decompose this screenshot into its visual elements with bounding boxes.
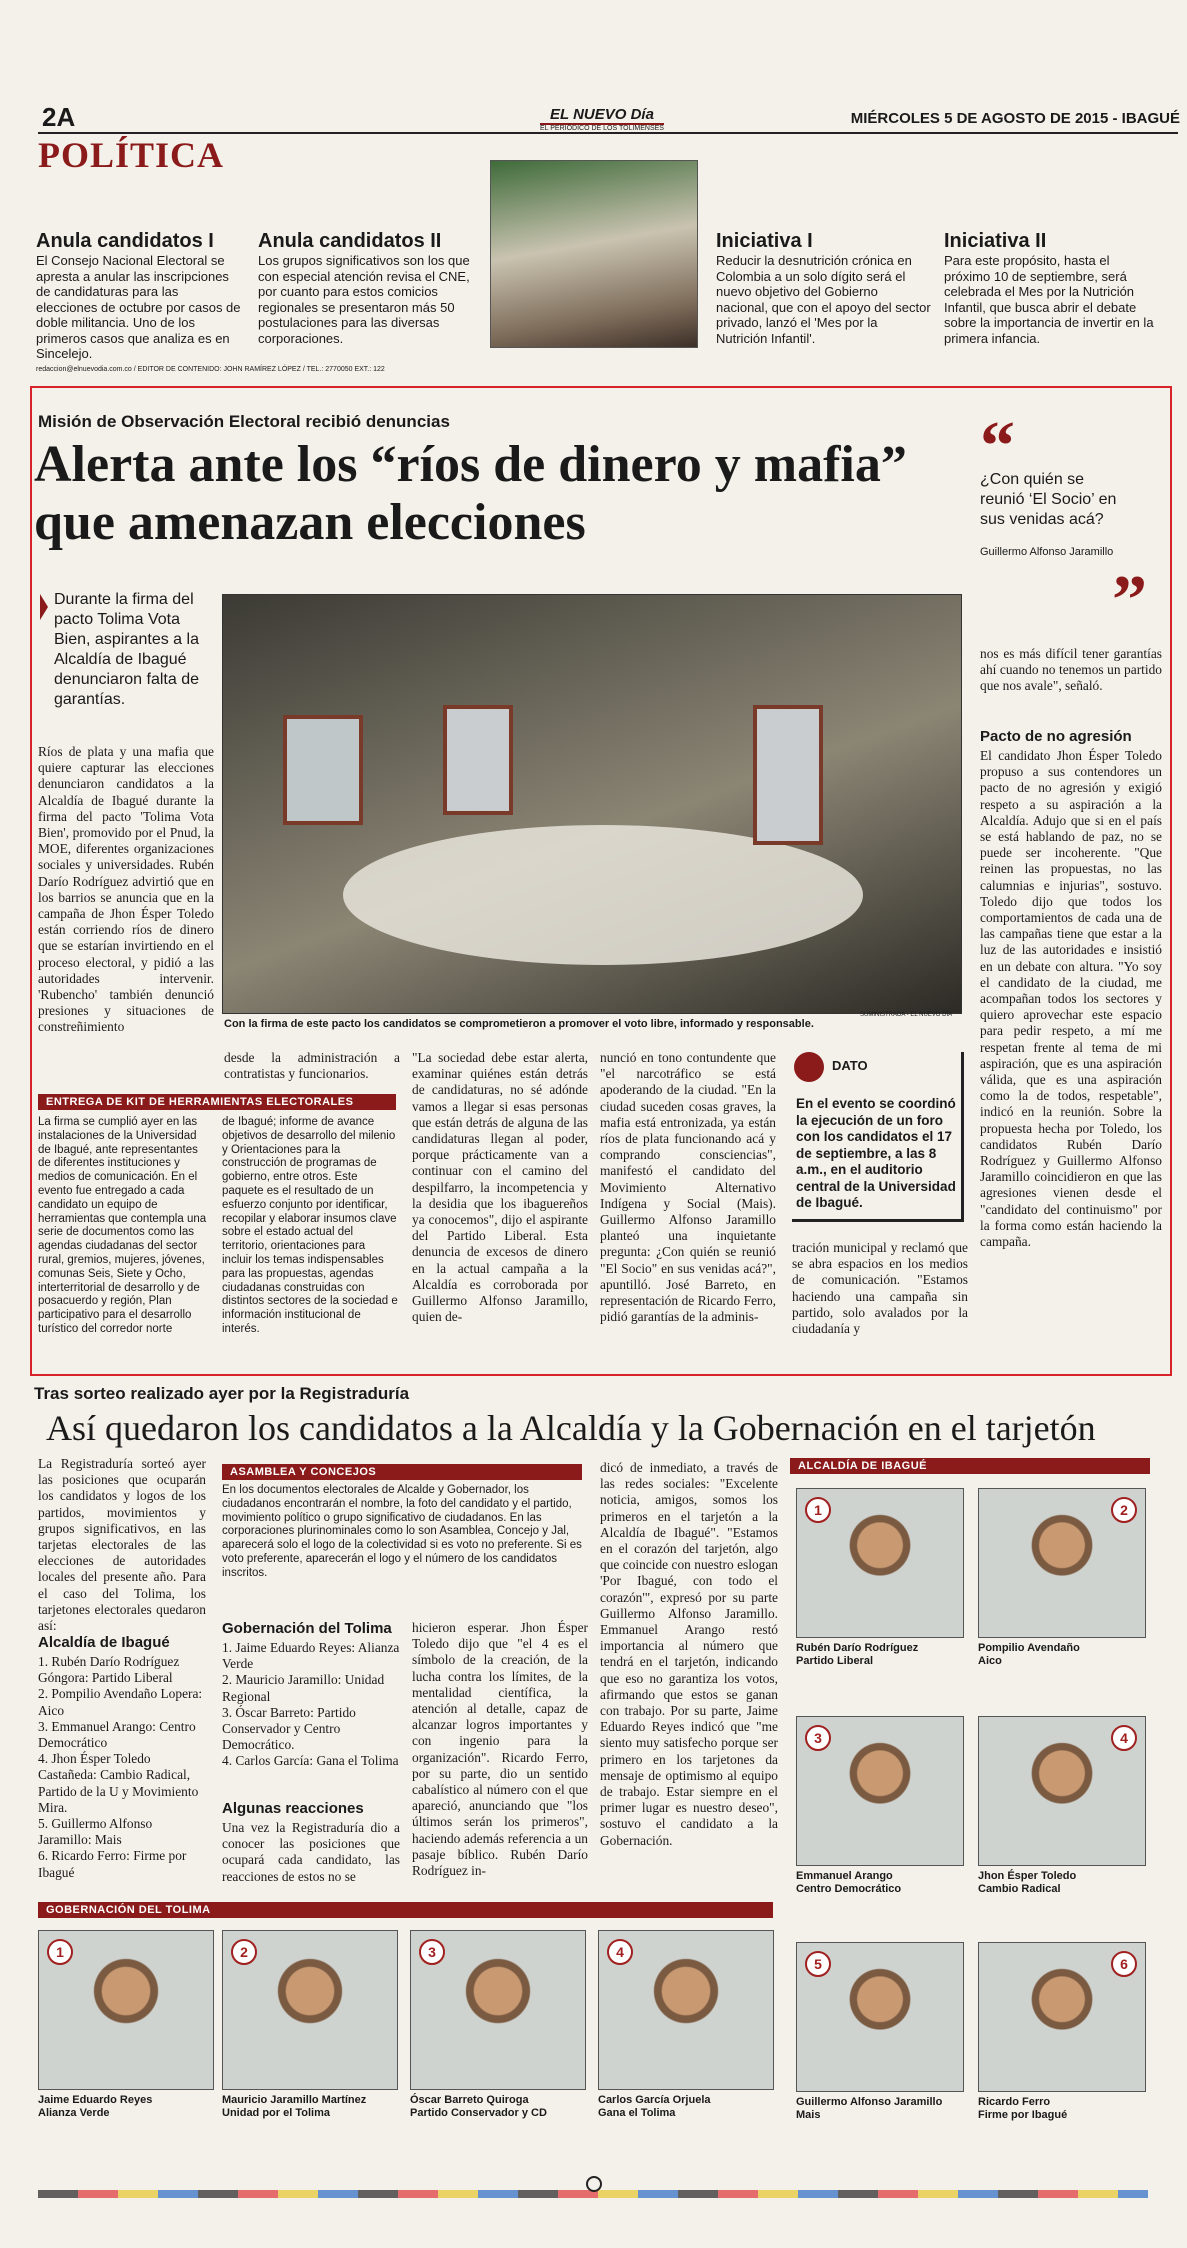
- alcaldia-photo-card: [796, 1942, 964, 2130]
- candidate-photo: [978, 1942, 1146, 2092]
- page-date: MIÉRCOLES 5 DE AGOSTO DE 2015 - IBAGUÉ: [850, 110, 1180, 127]
- candidate-photo: [796, 1942, 964, 2092]
- candidate-name: Mauricio Jaramillo Martínez: [222, 2094, 367, 2106]
- brief-title: Anula candidatos II: [258, 230, 442, 252]
- position-number: 4: [607, 1939, 633, 1965]
- brief-text: Para este propósito, hasta el próximo 10 de septiembre, será celebrada el Mes por la Nutrición Infantil, que busca abrir el debate sobre la importancia de invertir en la primera infancia.: [944, 253, 1154, 346]
- story2-kicker: Tras sorteo realizado ayer por la Registraduría: [34, 1384, 410, 1403]
- kit-box-col2: de Ibagué; informe de avance objetivos de desarrollo del milenio y Orientaciones para la construcción de programas de gobierno, entre otros. Este paquete es el resultado de un esfuerzo conjunto por identificar, recopilar y elaborar insumos clave sobre el estado actual del territorio, orientaciones para incluir los temas indispensables para las propuestas, agendas ciudadanas construidas con distintos sectores de la sociedad e información institucional de interés.: [222, 1116, 398, 1335]
- candidate-name: Guillermo Alfonso Jaramillo: [796, 2096, 943, 2108]
- pull-quote-author: Guillermo Alfonso Jaramillo: [980, 546, 1114, 558]
- masthead: [30, 96, 1180, 132]
- reacciones-text: Una vez la Registraduría dio a conocer las posiciones que ocupará cada candidato, las reacciones de estos no se: [222, 1820, 400, 1884]
- dato-icon: [794, 1052, 824, 1082]
- list-item: 3. Emmanuel Arango: Centro Democrático: [38, 1718, 196, 1751]
- brief-2: [258, 230, 473, 346]
- candidate-party: Cambio Radical: [978, 1883, 1061, 1895]
- story1-col3: "La sociedad debe estar alerta, examinar quiénes están detrás de candidaturas, no sé adónde vamos a llegar si esas personas que están detrás de alguna de las candidaturas llegan al poder, porque prácticamente van a continuar con el camino del despilfarro, la incompetencia y la desidia que los ibaguereños ya conocemos", dijo el aspirante del Partido Liberal. Esta denuncia de excesos de dinero en la actual campaña a la Alcaldía es corroborada por Guillermo Alfonso Jaramillo, quien de-: [412, 1050, 588, 1325]
- asamblea-text: En los documentos electorales de Alcalde y Gobernador, los ciudadanos encontrarán el nombre, la foto del candidato y el partido, movimiento político o grupo significativo de ciudadanos. En las corporaciones plurinominales como lo son Asamblea, Concejo y Jal, aparecerá solo el logo de la colectividad si es voto no preferente. Si es voto preferente, aparecerán el logo y el número de los candidatos inscritos.: [222, 1484, 582, 1579]
- brief-3: [716, 230, 931, 346]
- gob-list: [222, 1640, 400, 1770]
- photo-window: [283, 715, 363, 825]
- brief-text: Los grupos significativos son los que con especial atención revisa el CNE, por cuanto para estos comicios regionales se presentaron más 50 postulaciones para las diversas corporaciones.: [258, 253, 470, 346]
- position-number: 3: [805, 1725, 831, 1751]
- alcaldia-photo-card: [796, 1488, 964, 1676]
- candidate-photo: [796, 1716, 964, 1866]
- candidate-photo: [222, 1930, 398, 2090]
- brief-4: [944, 230, 1159, 346]
- photo-window: [443, 705, 513, 815]
- story2-col4: dicó de inmediato, a través de las redes sociales: "Excelente noticia, amigos, somos los primeros en el tarjetón a la Alcaldía de Ibagué". "Estamos en el corazón del tarjetón, algo que coincide con nuestro eslogan 'Por Ibagué, con todo el corazón'", expresó por su parte Guillermo Alfonso Jaramillo. Emmanuel Arango restó importancia al número que tendrá en el tarjetón, indicando que eso no garantiza los votos, afirmando que estos se ganan con trabajo. Por su parte, Jaime Eduardo Reyes indicó que "me siento muy satisfecho porque ser primero en los tarjetones da mensaje de optimismo al equipo de trabajo. Estar siempre en el primer lugar es nuestro deseo", sostuvo el candidato a la Gobernación.: [600, 1460, 778, 1848]
- position-number: 6: [1111, 1951, 1137, 1977]
- candidate-party: Centro Democrático: [796, 1883, 902, 1895]
- page-number: 2A: [42, 102, 76, 132]
- logo: [540, 106, 664, 132]
- logo-text: EL NUEVO Día: [550, 106, 654, 123]
- candidate-photo: [978, 1716, 1146, 1866]
- dato-text: En el evento se coordinó la ejecución de un foro con los candidatos el 17 de septiembre, a las 8 a.m., en el auditorio central de la Universidad de Ibagué.: [796, 1096, 956, 1210]
- photo-window: [753, 705, 823, 845]
- brief-text: Reducir la desnutrición crónica en Colombia a un solo dígito será el nuevo objetivo del Gobierno nacional, que con el apoyo del sector privado, lanzó el 'Mes por la Nutrición Infantil'.: [716, 253, 931, 346]
- candidate-party: Firme por Ibagué: [978, 2109, 1068, 2121]
- dato-box: [792, 1052, 964, 1222]
- quote-open-icon: “: [980, 408, 1015, 485]
- position-number: 4: [1111, 1725, 1137, 1751]
- candidate-photo: [796, 1488, 964, 1638]
- list-item: 4. Jhon Ésper Toledo Castañeda: Cambio Radical, Partido de la U y Movimiento Mira.: [38, 1751, 199, 1815]
- position-number: 1: [47, 1939, 73, 1965]
- story1-lead: Durante la firma del pacto Tolima Vota Bien, aspirantes a la Alcaldía de Ibagué denunciaron falta de garantías.: [54, 591, 199, 708]
- reacciones-head: Algunas reacciones: [222, 1800, 364, 1817]
- alcaldia-bar: ALCALDÍA DE IBAGUÉ: [790, 1458, 1150, 1474]
- gob-photo-card: [38, 1930, 214, 2130]
- story1-col2: desde la administración a contratistas y funcionarios.: [224, 1050, 400, 1082]
- candidate-name: Pompilio Avendaño: [978, 1642, 1080, 1654]
- brief-1: [36, 230, 241, 362]
- story1-col4b: tración municipal y reclamó que se abra espacios en los medios de comunicación. "Estamos haciendo una campaña sin partido, solo avalados por la ciudadanía y: [792, 1240, 968, 1337]
- gob-list-head: Gobernación del Tolima: [222, 1620, 392, 1637]
- alcaldia-photo-card: [978, 1942, 1146, 2130]
- position-number: 3: [419, 1939, 445, 1965]
- list-item: 6. Ricardo Ferro: Firme por Ibagué: [38, 1848, 187, 1880]
- candidate-photo: [978, 1488, 1146, 1638]
- alcaldia-photo-card: [978, 1488, 1146, 1676]
- position-number: 2: [1111, 1497, 1137, 1523]
- list-item: 3. Óscar Barreto: Partido Conservador y Centro Democrático.: [222, 1704, 356, 1753]
- quote-close-icon: ”: [1112, 562, 1147, 639]
- list-item: 2. Mauricio Jaramillo: Unidad Regional: [222, 1672, 385, 1704]
- candidate-photo: [598, 1930, 774, 2090]
- photo-caption: Con la firma de este pacto los candidatos se comprometieron a promover el voto libre, informado y responsable.: [224, 1018, 814, 1030]
- gob-photo-card: [598, 1930, 774, 2130]
- position-number: 2: [231, 1939, 257, 1965]
- alcaldia-list-head: Alcaldía de Ibagué: [38, 1634, 170, 1651]
- briefs-photo: [490, 160, 698, 348]
- candidate-name: Jaime Eduardo Reyes: [38, 2094, 153, 2106]
- pull-quote: ¿Con quién se reunió ‘El Socio’ en sus venidas acá?: [980, 471, 1117, 528]
- candidate-party: Alianza Verde: [38, 2107, 110, 2119]
- registration-mark-icon: [586, 2176, 602, 2192]
- logo-tagline: EL PERIÓDICO DE LOS TOLIMENSES: [540, 125, 664, 132]
- section-title: POLÍTICA: [38, 135, 225, 175]
- brief-title: Anula candidatos I: [36, 230, 214, 252]
- candidate-party: Aico: [978, 1655, 1002, 1667]
- story1-subhead: Pacto de no agresión: [980, 728, 1132, 745]
- asamblea-bar: ASAMBLEA Y CONCEJOS: [222, 1464, 582, 1480]
- gob-photo-card: [410, 1930, 586, 2130]
- list-item: 5. Guillermo Alfonso Jaramillo: Mais: [38, 1816, 153, 1848]
- list-item: 1. Rubén Darío Rodríguez Góngora: Partido Liberal: [38, 1654, 180, 1686]
- story1-col4a: nunció en tono contundente que "el narcotráfico se está apoderando de la ciudad. "En la ciudad suceden cosas graves, la mafia está entronizada, ya están ríos de plata funcionando acá y comprando consciencias", manifestó el candidato del Movimiento Alternativo Indígena y Social (Mais). Guillermo Alfonso Jaramillo planteó una inquietante pregunta: ¿Con quién se reunió "El Socio" en sus venidas acá?", apuntilló. José Barreto, en representación de Ricardo Ferro, pidió garantías de la adminis-: [600, 1050, 776, 1325]
- dato-label: DATO: [832, 1058, 868, 1073]
- candidate-name: Ricardo Ferro: [978, 2096, 1051, 2108]
- candidate-name: Emmanuel Arango: [796, 1870, 893, 1882]
- gobernacion-bar: GOBERNACIÓN DEL TOLIMA: [38, 1902, 773, 1918]
- kit-box-title: ENTREGA DE KIT DE HERRAMIENTAS ELECTORALES: [38, 1094, 396, 1110]
- story1-photo: [222, 594, 962, 1014]
- story2-col3: hicieron esperar. Jhon Ésper Toledo dijo que "el 4 es el símbolo de la creación, de la lucha contra los límites, de la mentalidad científica, la atención al detalle, capaz de alcanzar logros importantes y con ingenio para la organización". Ricardo Ferro, por su parte, dio un sentido cabalístico al número con el que apareció, anunciando que "los últimos serán los primeros", haciendo además referencia a un pasaje bíblico. Rubén Darío Rodríguez in-: [412, 1620, 588, 1879]
- candidate-name: Jhon Ésper Toledo: [978, 1870, 1077, 1882]
- candidate-name: Óscar Barreto Quiroga: [410, 2094, 529, 2106]
- photo-table: [343, 825, 863, 965]
- brief-text: El Consejo Nacional Electoral se apresta a anular las inscripciones de candidaturas para las elecciones de octubre por casos de doble militancia. Uno de los primeros casos que analiza es en Sincelejo.: [36, 253, 241, 361]
- kit-box-col1: La firma se cumplió ayer en las instalaciones de la Universidad de Ibagué, ante representantes de diferentes instituciones y medios de comunicación. En el evento fue entregado a cada candidato un equipo de herramientas que contempla una serie de documentos como las agendas ciudadanas del sector rural, gremios, mujeres, jóvenes, comunas Seis, Siete y Ocho, interterritorial de desarrollo y de posacuerdo y región, Plan participativo para el desarrollo turístico del corredor norte: [38, 1116, 207, 1335]
- candidate-name: Rubén Darío Rodríguez: [796, 1642, 919, 1654]
- story1-col5a: nos es más difícil tener garantías ahí cuando no tenemos un partido que nos avale", señaló.: [980, 646, 1162, 694]
- candidate-party: Partido Conservador y CD: [410, 2107, 547, 2119]
- brief-title: Iniciativa I: [716, 230, 813, 252]
- position-number: 1: [805, 1497, 831, 1523]
- candidate-party: Partido Liberal: [796, 1655, 874, 1667]
- brief-title: Iniciativa II: [944, 230, 1047, 252]
- story2-intro: La Registraduría sorteó ayer las posiciones que ocuparán los candidatos y logos de los partidos, movimientos y grupos significativos, en las tarjetas electorales de las elecciones de autoridades locales del presente año. Para el caso del Tolima, los tarjetones electorales quedaron así:: [38, 1456, 206, 1634]
- story2-headline: Así quedaron los candidatos a la Alcaldía y la Gobernación en el tarjetón: [46, 1408, 1096, 1448]
- story1-col1: Ríos de plata y una mafia que quiere capturar las elecciones denunciaron candidatos a la Alcaldía de Ibagué durante la firma del pacto 'Tolima Vota Bien', promovido por el Pnud, la MOE, diferentes organizaciones sociales y universidades. Rubén Darío Rodríguez advirtió que en los barrios se anuncia que en la campaña de Jhon Ésper Toledo están corriendo ríos de dinero que se estarían invirtiendo en el proceso electoral, y pidió a las autoridades intervenir. 'Rubencho' también denunció presiones y situaciones de constreñimiento: [38, 744, 214, 1035]
- candidate-photo: [38, 1930, 214, 2090]
- alcaldia-list: [38, 1654, 208, 1881]
- list-item: 2. Pompilio Avendaño Lopera: Aico: [38, 1686, 203, 1718]
- photo-credit: SUMINISTRADA - EL NUEVO DÍA: [860, 1012, 953, 1018]
- story1-col5b: El candidato Jhon Ésper Toledo propuso a sus contendores un pacto de no agresión y exigió respeto a su aspiración a la Alcaldía. Adujo que si en el país se está hablando de paz, no se puede ser incoherente. "Que reinen las propuestas, no las calumnias e injurias", sostuvo. Toledo dijo que todos los comportamientos de cada una de las campañas tiene que estar a la luz de las autoridades e insistió en un debate con altura. "Yo soy el candidato de la ciudad, me acompañan todos los sectores y quiero aprovechar este espacio para pedir respeto, a mí me respetan frente al tema de mi aspiración, que es una aspiración válida, que es una aspiración como la de todos, respetable", indicó en la reunión. Sobre la propuesta hecha por Toledo, los candidatos Rubén Darío Rodríguez y Guillermo Alfonso Jaramillo coincidieron en que las agresiones vienen desde el "candidato del continuismo" por la forma como están haciendo la campaña.: [980, 748, 1162, 1250]
- candidate-party: Gana el Tolima: [598, 2107, 676, 2119]
- candidate-party: Mais: [796, 2109, 821, 2121]
- alcaldia-photo-card: [978, 1716, 1146, 1904]
- position-number: 5: [805, 1951, 831, 1977]
- credits-line: redaccion@elnuevodia.com.co / EDITOR DE CONTENIDO: JOHN RAMÍREZ LÓPEZ / TEL.: 2770050 EXT.: 122: [36, 366, 385, 373]
- list-item: 4. Carlos García: Gana el Tolima: [222, 1753, 399, 1769]
- candidate-name: Carlos García Orjuela: [598, 2094, 711, 2106]
- alcaldia-photo-card: [796, 1716, 964, 1904]
- story1-kicker: Misión de Observación Electoral recibió denuncias: [38, 412, 450, 431]
- gob-photo-card: [222, 1930, 398, 2130]
- list-item: 1. Jaime Eduardo Reyes: Alianza Verde: [222, 1640, 400, 1672]
- candidate-party: Unidad por el Tolima: [222, 2107, 330, 2119]
- story1-headline: Alerta ante los “ríos de dinero y mafia” que amenazan elecciones: [34, 436, 907, 551]
- candidate-photo: [410, 1930, 586, 2090]
